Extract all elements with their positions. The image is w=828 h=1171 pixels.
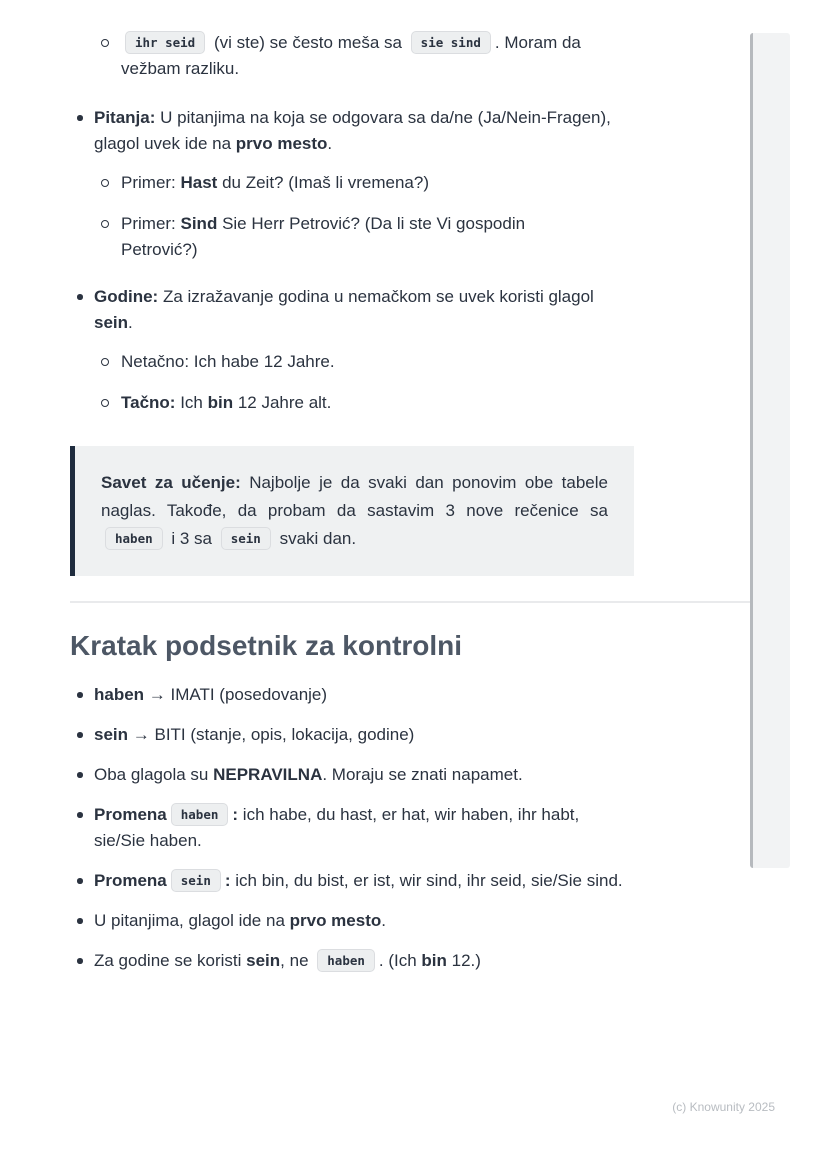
list-item-text: Godine: Za izražavanje godina u nemačkom se uvek koristi glagol sein.	[94, 287, 594, 332]
bold-text: Hast	[180, 173, 218, 192]
bold-text: NEPRAVILNA	[213, 765, 323, 784]
bold-text: Promena	[94, 871, 167, 890]
summary-list	[70, 682, 758, 974]
list-item	[70, 284, 626, 416]
list-item: ihr seid (vi ste) se često meša sa sie sind . Moram da vežbam razliku.	[94, 30, 618, 82]
intro-sublist	[70, 30, 758, 82]
section-heading: Kratak podsetnik za kontrolni	[70, 630, 463, 661]
bold-text: bin	[421, 951, 447, 970]
list-item: Za godine se koristi sein, ne haben . (Ich bin 12.)	[70, 948, 626, 974]
sublist	[94, 170, 626, 263]
bold-text: prvo mesto	[289, 911, 382, 930]
bold-text: Sind	[180, 214, 218, 233]
list-item: Promena sein : ich bin, du bist, er ist, wir sind, ihr seid, sie/Sie sind.	[70, 868, 626, 894]
bold-text: haben	[94, 685, 145, 704]
code-chip: haben	[317, 949, 375, 972]
bold-text: Pitanja:	[94, 108, 156, 127]
bold-text: :	[232, 805, 239, 824]
bold-text: prvo mesto	[235, 134, 328, 153]
bold-text: Tačno:	[121, 393, 176, 412]
list-item: Oba glagola su NEPRAVILNA. Moraju se znati napamet.	[70, 762, 626, 788]
sublist	[94, 349, 626, 416]
code-chip: haben	[171, 803, 229, 826]
list-item: U pitanjima, glagol ide na prvo mesto.	[70, 908, 626, 934]
list-item: Primer: Sind Sie Herr Petrović? (Da li ste Vi gospodin Petrović?)	[94, 211, 594, 263]
bold-text: bin	[207, 393, 234, 412]
list-item: haben → IMATI (posedovanje)	[70, 682, 626, 708]
bold-text: Godine:	[94, 287, 159, 306]
bold-text: sein	[94, 313, 129, 332]
list-item: Primer: Hast du Zeit? (Imaš li vremena?)	[94, 170, 594, 196]
code-chip: sein	[221, 527, 271, 550]
code-chip: ihr seid	[125, 31, 205, 54]
scrollbar[interactable]	[750, 33, 790, 868]
bold-text: :	[224, 871, 231, 890]
code-chip: haben	[105, 527, 163, 550]
rules-list	[70, 105, 758, 416]
list-item: sein → BITI (stanje, opis, lokacija, godine)	[70, 722, 626, 748]
list-item: Tačno: Ich bin 12 Jahre alt.	[94, 390, 594, 416]
bold-text: sein	[94, 725, 129, 744]
code-chip: sein	[171, 869, 221, 892]
list-item: Promena haben : ich habe, du hast, er hat, wir haben, ihr habt, sie/Sie haben.	[70, 802, 626, 854]
bold-text: Promena	[94, 805, 167, 824]
document-content	[70, 30, 758, 988]
section-divider	[70, 601, 758, 603]
copyright-footer: (c) Knowunity 2025	[672, 1100, 775, 1114]
code-chip: sie sind	[411, 31, 491, 54]
list-item-text: Pitanja: U pitanjima na koja se odgovara sa da/ne (Ja/Nein-Fragen), glagol uvek ide na prvo mesto.	[94, 108, 611, 153]
bold-text: Savet za učenje:	[101, 473, 241, 492]
list-item	[70, 105, 626, 263]
bold-text: sein	[246, 951, 281, 970]
study-tip-callout: Savet za učenje: Najbolje je da svaki dan ponovim obe tabele naglas. Takođe, da probam da sastavim 3 nove rečenice sa haben i 3 sa sein svaki dan.	[70, 446, 634, 576]
list-item: Netačno: Ich habe 12 Jahre.	[94, 349, 594, 375]
